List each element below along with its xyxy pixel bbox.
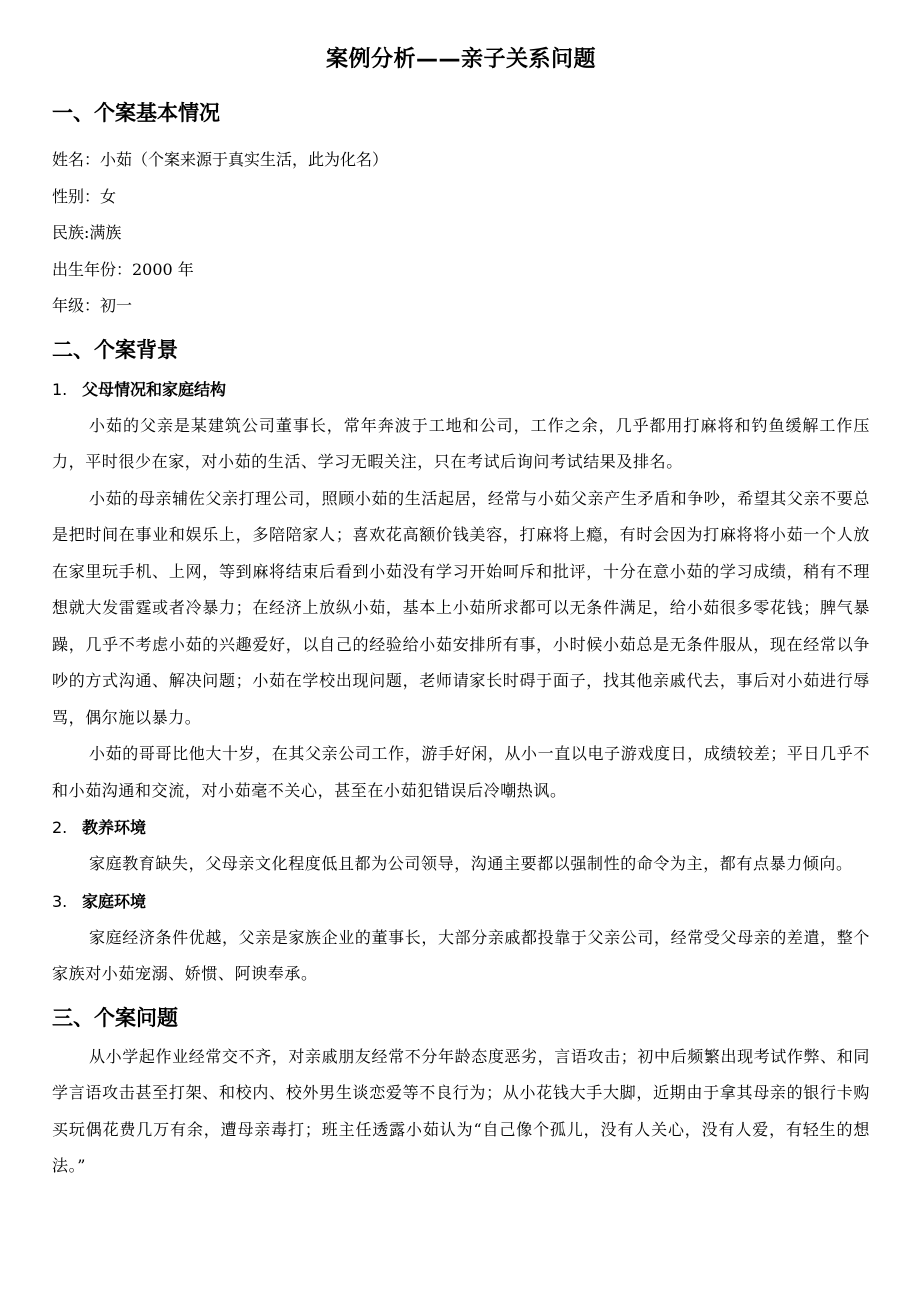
info-name: 姓名：小茹（个案来源于真实生活，此为化名） bbox=[52, 150, 389, 169]
subheading-parenting-environment bbox=[52, 809, 870, 846]
section-heading-background: 二、个案背景 bbox=[52, 337, 178, 362]
subheading-family-structure bbox=[52, 371, 870, 408]
info-grade: 年级：初一 bbox=[52, 296, 133, 315]
subheading-title: 家庭环境 bbox=[82, 891, 147, 911]
subheading-number: 3. bbox=[52, 891, 68, 911]
section-heading-problems: 三、个案问题 bbox=[52, 1005, 178, 1030]
subheading-family-environment bbox=[52, 883, 870, 920]
subheading-title: 父母情况和家庭结构 bbox=[82, 379, 227, 399]
basic-info-list bbox=[52, 142, 870, 325]
info-gender: 性别：女 bbox=[52, 186, 117, 206]
document-title: 案例分析——亲子关系问题 bbox=[325, 47, 596, 72]
subheading-title: 教养环境 bbox=[82, 818, 147, 837]
section-heading-basic-info: 一、个案基本情况 bbox=[52, 101, 220, 125]
info-birth-year: 出生年份：2000 年 bbox=[52, 259, 194, 279]
paragraph-father: 小茹的父亲是某建筑公司董事长，常年奔波于工地和公司，工作之余，几乎都用打麻将和钓鱼缓解工作压力，平时很少在家，对小茹的生活、学习无暇关注，只在考试后询问考试结果及排名。 bbox=[52, 415, 870, 471]
subheading-number: 1. bbox=[52, 379, 68, 399]
subheading-number: 2. bbox=[52, 818, 68, 837]
paragraph-family-environment: 家庭经济条件优越，父亲是家族企业的董事长，大部分亲戚都投靠于父亲公司，经常受父母亲的差遣，整个家族对小茹宠溺、娇惯、阿谀奉承。 bbox=[52, 927, 870, 983]
paragraph-parenting: 家庭教育缺失，父母亲文化程度低且都为公司领导，沟通主要都以强制性的命令为主，都有点暴力倾向。 bbox=[89, 854, 853, 873]
paragraph-mother: 小茹的母亲辅佐父亲打理公司，照顾小茹的生活起居，经常与小茹父亲产生矛盾和争吵，希望其父亲不要总是把时间在事业和娱乐上，多陪陪家人；喜欢花高额价钱美容，打麻将上瘾，有时会因为打麻将将小茹一个人放在家里玩手机、上网，等到麻将结束后看到小茹没有学习开始呵斥和批评，十分在意小茹的学习成绩，稍有不理想就大发雷霆或者冷暴力；在经济上放纵小茹，基本上小茹所求都可以无条件满足，给小茹很多零花钱；脾气暴躁，几乎不考虑小茹的兴趣爱好，以自己的经验给小茹安排所有事，小时候小茹总是无条件服从，现在经常以争吵的方式沟通、解决问题；小茹在学校出现问题，老师请家长时碍于面子，找其他亲戚代去，事后对小茹进行辱骂，偶尔施以暴力。 bbox=[52, 488, 870, 727]
paragraph-problems: 从小学起作业经常交不齐，对亲戚朋友经常不分年龄态度恶劣，言语攻击；初中后频繁出现考试作弊、和同学言语攻击甚至打架、和校内、校外男生谈恋爱等不良行为；从小花钱大手大脚，近期由于拿其母亲的银行卡购买玩偶花费几万有余，遭母亲毒打；班主任透露小茹认为“自己像个孤儿，没有人关心，没有人爱，有轻生的想法。” bbox=[52, 1046, 870, 1175]
paragraph-brother: 小茹的哥哥比他大十岁，在其父亲公司工作，游手好闲，从小一直以电子游戏度日，成绩较差；平日几乎不和小茹沟通和交流，对小茹毫不关心，甚至在小茹犯错误后冷嘲热讽。 bbox=[52, 744, 870, 800]
info-ethnicity: 民族:满族 bbox=[52, 223, 122, 242]
document-page bbox=[52, 40, 870, 1185]
